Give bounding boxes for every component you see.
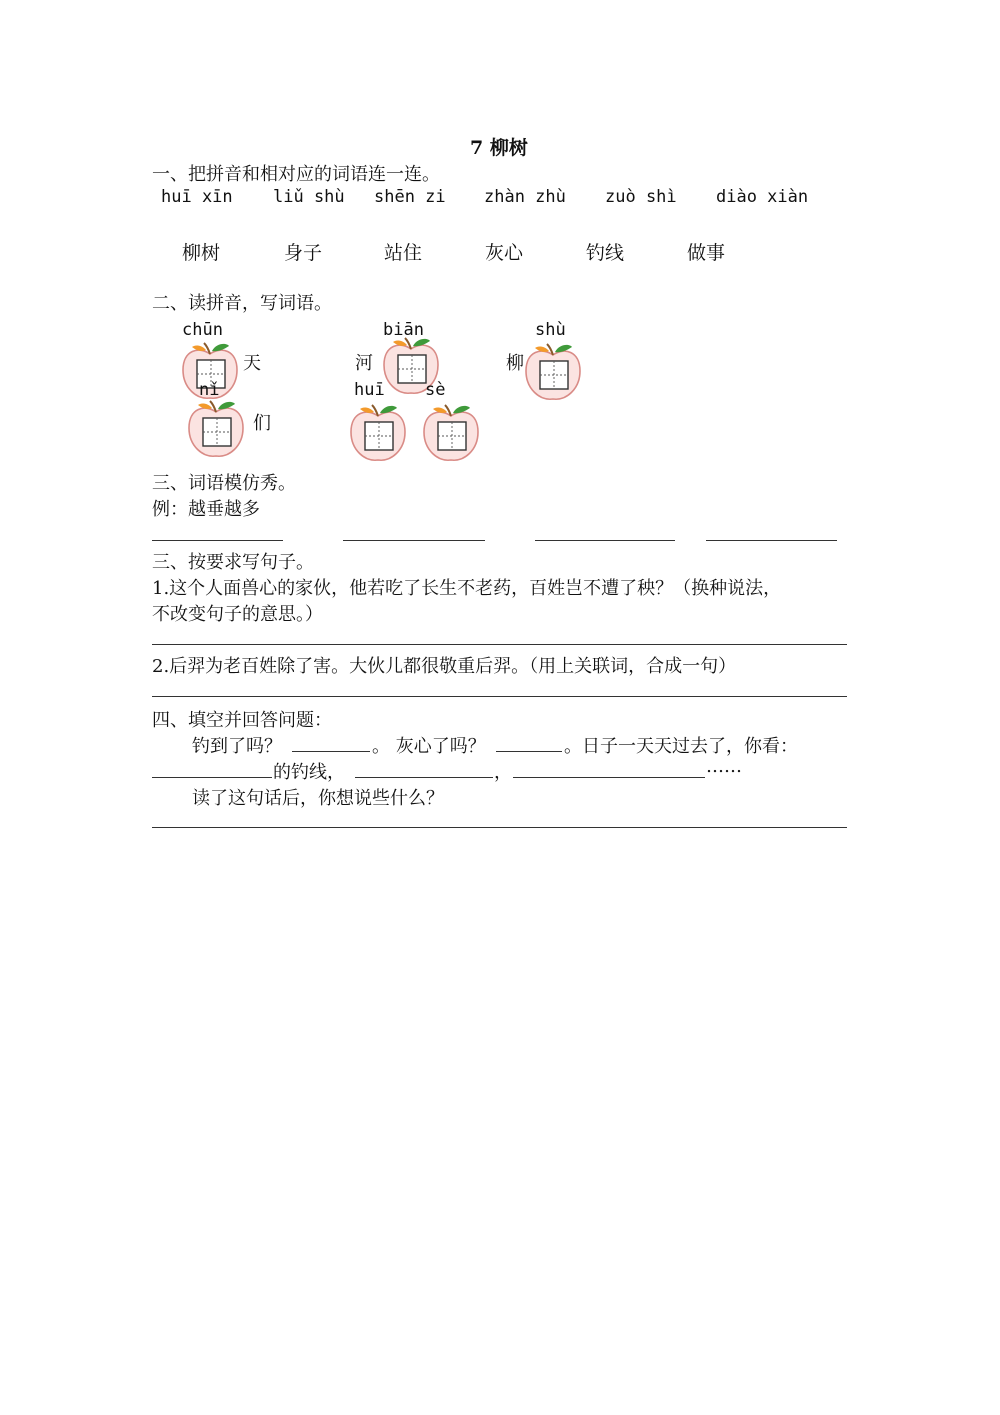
pinyin-item: zuò shì (605, 187, 677, 207)
apple-writing-box[interactable] (185, 398, 247, 460)
answer-blank[interactable] (535, 540, 675, 541)
fill-blank[interactable] (496, 751, 562, 752)
fill-blank[interactable] (152, 777, 272, 778)
word-item: 灰心 (485, 242, 524, 264)
apple-writing-box[interactable] (420, 402, 482, 464)
answer-blank[interactable] (343, 540, 485, 541)
word-item: 做事 (687, 242, 726, 264)
apple-writing-box[interactable] (347, 402, 409, 464)
pinyin-item: biān (383, 320, 424, 340)
section2-heading: 二、读拼音，写词语。 (152, 293, 332, 314)
section3-heading: 三、词语模仿秀。 (152, 473, 296, 494)
answer-line[interactable] (152, 644, 847, 645)
given-char: 柳 (506, 353, 524, 374)
answer-blank[interactable] (152, 540, 283, 541)
word-item: 柳树 (182, 242, 221, 264)
pinyin-item: huī xīn (161, 187, 233, 207)
pinyin-item: shēn zi (374, 187, 446, 207)
pinyin-item: diào xiàn (716, 187, 809, 207)
pinyin-item: sè (425, 380, 446, 400)
question-text: 1.这个人面兽心的家伙，他若吃了长生不老药，百姓岂不遭了秧？（换种说法， (152, 578, 782, 599)
section1-heading: 一、把拼音和相对应的词语连一连。 (152, 164, 440, 185)
fill-blank[interactable] (292, 751, 370, 752)
section4-heading: 三、按要求写句子。 (152, 552, 314, 573)
question-text: 2.后羿为老百姓除了害。大伙儿都很敬重后羿。（用上关联词，合成一句） (152, 656, 737, 677)
fill-text: 。 灰心了吗？ (372, 736, 486, 757)
example-text: 例：越垂越多 (152, 499, 260, 520)
fill-text: 。日子一天天过去了，你看： (564, 736, 798, 757)
word-item: 钓线 (586, 242, 625, 264)
apple-writing-box[interactable] (522, 341, 584, 403)
word-item: 身子 (284, 242, 323, 264)
question-text: 不改变句子的意思。） (152, 604, 323, 625)
given-char: 天 (243, 353, 261, 374)
pinyin-item: liǔ shù (273, 187, 345, 207)
fill-text: 钓到了吗？ (192, 736, 282, 757)
pinyin-item: zhàn zhù (484, 187, 566, 207)
fill-text: 的钓线， (273, 762, 345, 783)
word-item: 站住 (384, 242, 423, 264)
fill-text: …… (706, 756, 742, 777)
answer-blank[interactable] (706, 540, 837, 541)
section5-heading: 四、填空并回答问题： (152, 710, 332, 731)
answer-line[interactable] (152, 827, 847, 828)
fill-blank[interactable] (513, 777, 705, 778)
given-char: 们 (253, 413, 271, 434)
page-title: 7 柳树 (470, 137, 528, 159)
pinyin-item: chūn (182, 320, 223, 340)
fill-text: ， (494, 762, 512, 783)
answer-line[interactable] (152, 696, 847, 697)
pinyin-item: shù (535, 320, 566, 340)
given-char: 河 (355, 353, 373, 374)
fill-blank[interactable] (355, 777, 493, 778)
pinyin-item: nǐ (199, 380, 220, 400)
question-text: 读了这句话后，你想说些什么？ (192, 788, 444, 809)
pinyin-item: huī (354, 380, 385, 400)
